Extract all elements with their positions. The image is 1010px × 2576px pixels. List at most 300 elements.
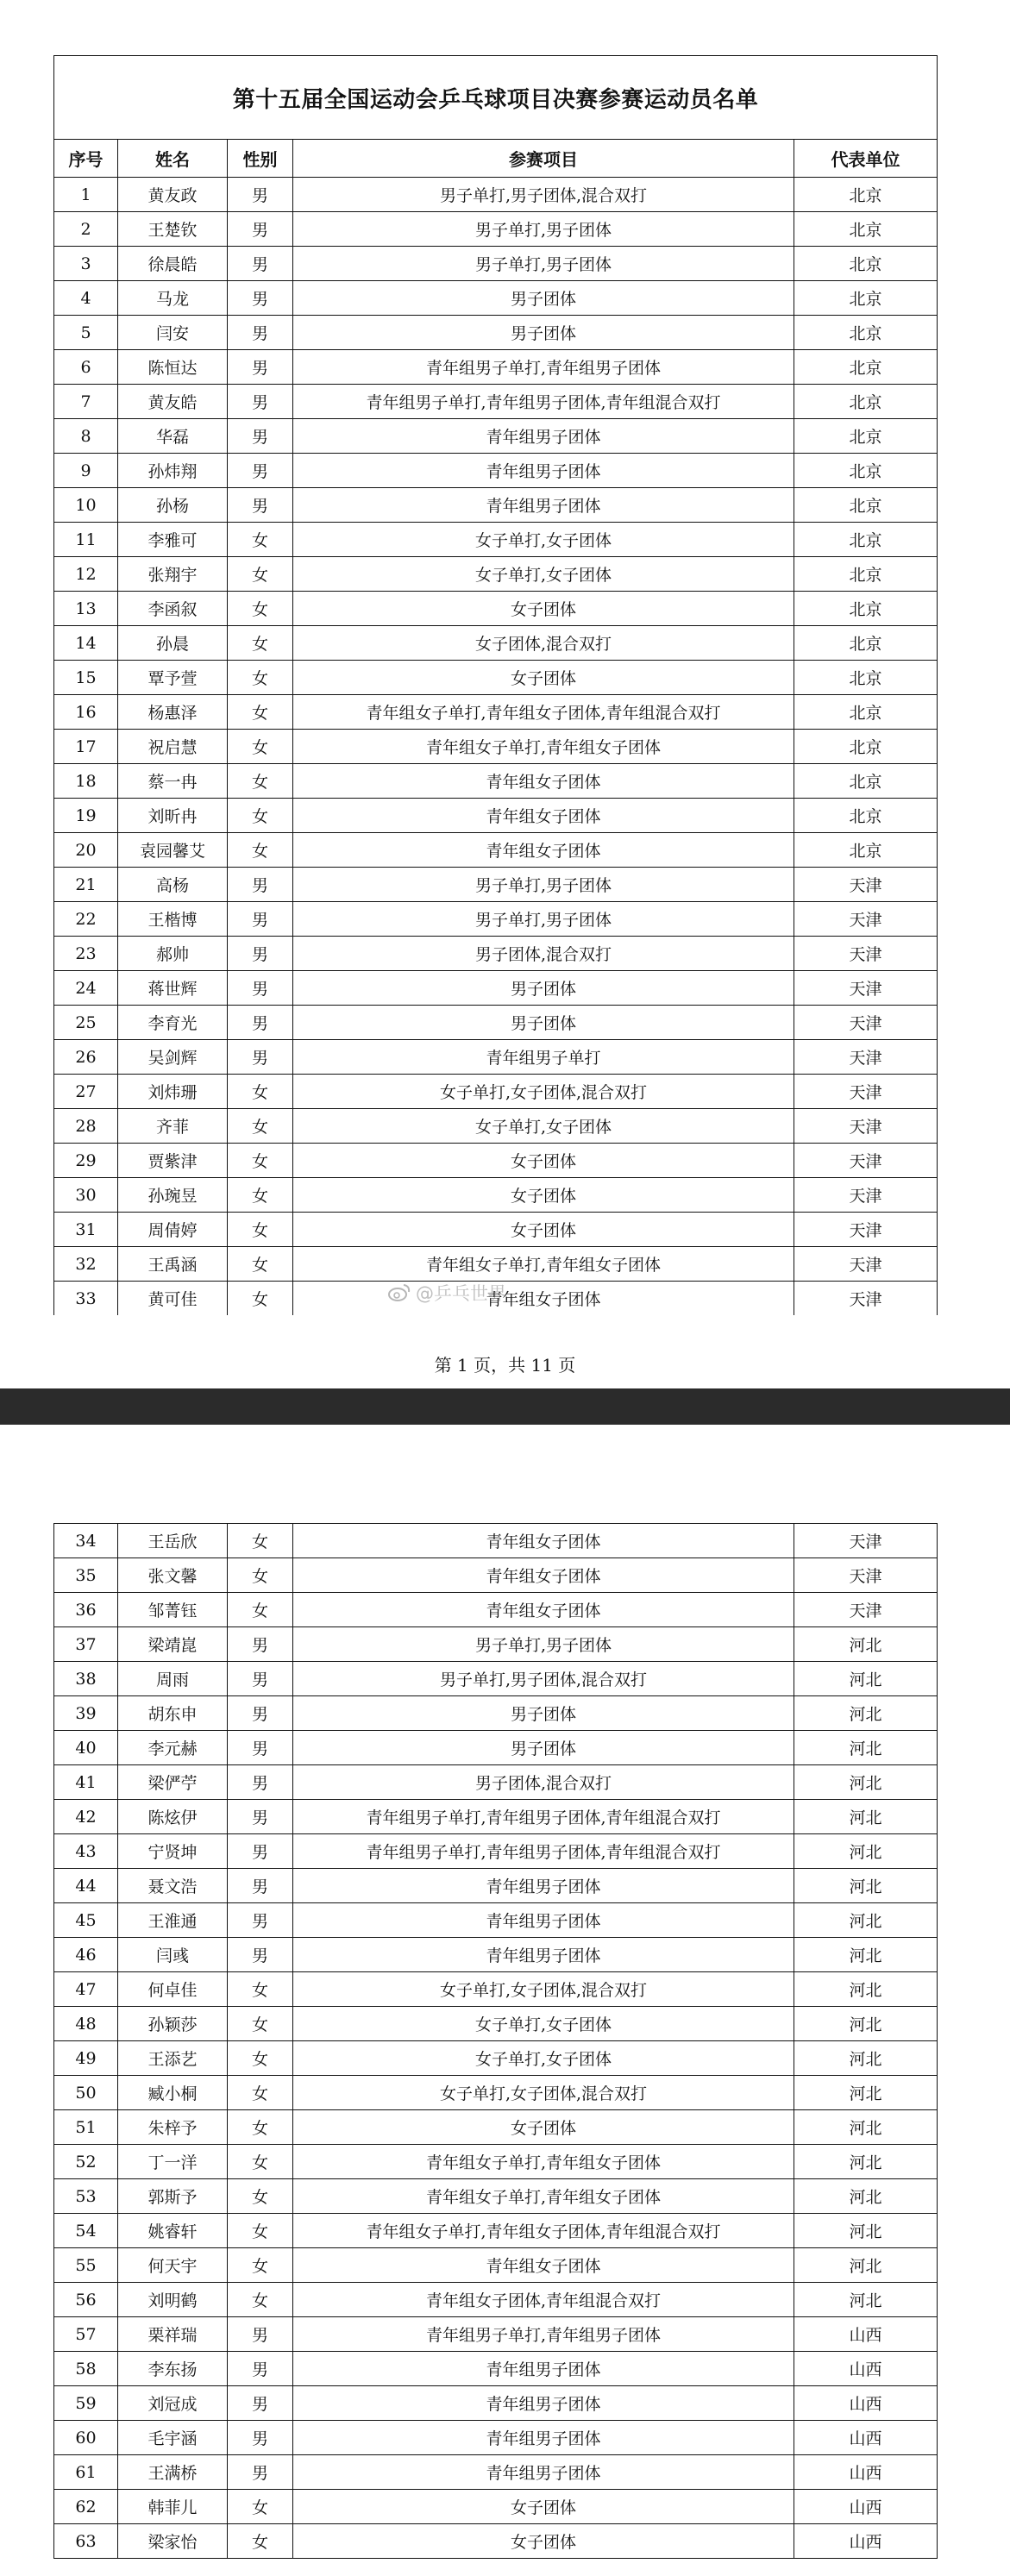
events-cell: 青年组女子团体,青年组混合双打: [293, 2283, 794, 2316]
team-cell: 河北: [849, 2291, 882, 2310]
table-row: [54, 2248, 937, 2283]
gender-cell: 男: [228, 1040, 293, 1074]
table-row: [54, 1178, 937, 1213]
gender-cell: 女: [228, 799, 293, 832]
table-body-page-2: [54, 1524, 937, 2559]
gender-cell: 男: [228, 1006, 293, 1039]
athlete-name-cell: 刘炜珊: [118, 1075, 228, 1108]
events-cell: 青年组女子单打,青年组女子团体,青年组混合双打: [293, 695, 794, 729]
table-row: [54, 2386, 937, 2421]
team-cell: 河北: [849, 1946, 882, 1965]
table-row: [54, 1765, 937, 1800]
gender-cell: 女: [228, 1178, 293, 1212]
athlete-name-cell: 胡东申: [118, 1696, 228, 1730]
events-cell: 男子团体: [293, 1696, 794, 1730]
row-number-cell: 8: [54, 419, 118, 453]
athlete-name-cell: 孙晨: [118, 626, 228, 660]
gender-cell: 女: [228, 695, 293, 729]
table-row: [54, 1524, 937, 1558]
row-number-cell: 17: [54, 730, 118, 763]
gender-cell: 女: [228, 2041, 293, 2075]
athlete-name-cell: 栗祥瑞: [118, 2317, 228, 2351]
athlete-name-cell: 刘昕冉: [118, 799, 228, 832]
athlete-name-cell: 高杨: [118, 868, 228, 901]
row-number-cell: 25: [54, 1006, 118, 1039]
athlete-name-cell: 孙颖莎: [118, 2007, 228, 2040]
events-cell: 男子单打,男子团体,混合双打: [293, 178, 794, 211]
table-row: [54, 1006, 937, 1040]
athlete-name-cell: 王楷博: [118, 902, 228, 936]
row-number-cell: 19: [54, 799, 118, 832]
team-cell: 河北: [849, 2153, 882, 2172]
row-number-cell: 55: [54, 2248, 118, 2282]
events-cell: 男子团体: [293, 1731, 794, 1764]
events-cell: 女子团体: [293, 1213, 794, 1246]
row-number-cell: 62: [54, 2490, 118, 2523]
gender-cell: 女: [228, 1282, 293, 1315]
team-cell: 北京: [849, 462, 882, 481]
team-cell: 河北: [849, 1774, 882, 1793]
row-number-cell: 7: [54, 385, 118, 418]
page-separator: [0, 1388, 1010, 1425]
gender-cell: 女: [228, 1109, 293, 1143]
table-row: [54, 730, 937, 764]
table-row: [54, 1144, 937, 1178]
events-cell: 青年组女子单打,青年组女子团体,青年组混合双打: [293, 2214, 794, 2247]
table-row: [54, 1213, 937, 1247]
row-number-cell: 4: [54, 281, 118, 315]
events-cell: 青年组女子单打,青年组女子团体: [293, 2145, 794, 2178]
events-cell: 青年组男子单打,青年组男子团体: [293, 2317, 794, 2351]
athlete-name-cell: 郭斯予: [118, 2179, 228, 2213]
athlete-name-cell: 郝帅: [118, 937, 228, 970]
gender-cell: 女: [228, 592, 293, 625]
team-cell: 河北: [849, 1636, 882, 1655]
row-number-cell: 50: [54, 2076, 118, 2109]
gender-cell: 女: [228, 1075, 293, 1108]
team-cell: 河北: [849, 2188, 882, 2207]
athlete-name-cell: 宁贤坤: [118, 1834, 228, 1868]
athlete-name-cell: 蔡一冉: [118, 764, 228, 798]
events-cell: 青年组女子单打,青年组女子团体: [293, 2179, 794, 2213]
table-row: [54, 1903, 937, 1938]
events-cell: 青年组女子团体: [293, 1282, 794, 1315]
team-cell: 北京: [849, 600, 882, 619]
row-number-cell: 46: [54, 1938, 118, 1971]
table-row: [54, 178, 937, 212]
team-cell: 天津: [849, 1118, 882, 1137]
events-cell: 女子团体: [293, 2524, 794, 2558]
table-row: [54, 1627, 937, 1662]
team-cell: 北京: [849, 290, 882, 309]
events-cell: 青年组男子单打,青年组男子团体,青年组混合双打: [293, 1834, 794, 1868]
events-cell: 青年组男子单打,青年组男子团体,青年组混合双打: [293, 1800, 794, 1833]
athlete-name-cell: 李育光: [118, 1006, 228, 1039]
table-row: [54, 523, 937, 557]
athlete-name-cell: 王淮通: [118, 1903, 228, 1937]
table-row: [54, 1938, 937, 1972]
gender-cell: 男: [228, 178, 293, 211]
events-cell: 青年组男子单打,青年组男子团体,青年组混合双打: [293, 385, 794, 418]
athlete-name-cell: 何天宇: [118, 2248, 228, 2282]
events-cell: 女子团体: [293, 2490, 794, 2523]
events-cell: 男子团体,混合双打: [293, 937, 794, 970]
row-number-cell: 3: [54, 247, 118, 280]
athlete-name-cell: 杨惠泽: [118, 695, 228, 729]
team-cell: 天津: [849, 1083, 882, 1102]
gender-cell: 女: [228, 730, 293, 763]
table-row: [54, 1593, 937, 1627]
row-number-cell: 44: [54, 1869, 118, 1902]
athlete-name-cell: 臧小桐: [118, 2076, 228, 2109]
row-number-cell: 11: [54, 523, 118, 556]
table-row: [54, 1662, 937, 1696]
events-cell: 女子单打,女子团体: [293, 2041, 794, 2075]
team-cell: 北京: [849, 531, 882, 550]
table-row: [54, 1800, 937, 1834]
gender-cell: 男: [228, 937, 293, 970]
athlete-name-cell: 闫安: [118, 316, 228, 349]
athlete-name-cell: 何卓佳: [118, 1972, 228, 2006]
gender-cell: 女: [228, 2145, 293, 2178]
table-row: [54, 1247, 937, 1282]
gender-cell: 女: [228, 523, 293, 556]
events-cell: 女子单打,女子团体,混合双打: [293, 2076, 794, 2109]
table-row: [54, 316, 937, 350]
events-cell: 青年组男子团体: [293, 2421, 794, 2454]
table-row: [54, 971, 937, 1006]
row-number-cell: 21: [54, 868, 118, 901]
team-cell: 北京: [849, 255, 882, 274]
gender-cell: 男: [228, 2386, 293, 2420]
gender-cell: 女: [228, 1524, 293, 1558]
athlete-name-cell: 周雨: [118, 1662, 228, 1695]
events-cell: 青年组男子单打,青年组男子团体: [293, 350, 794, 384]
team-cell: 天津: [849, 1014, 882, 1033]
gender-cell: 男: [228, 902, 293, 936]
athlete-name-cell: 贾紫津: [118, 1144, 228, 1177]
events-cell: 男子团体: [293, 281, 794, 315]
row-number-cell: 40: [54, 1731, 118, 1764]
row-number-cell: 61: [54, 2455, 118, 2489]
team-cell: 山西: [849, 2533, 882, 2552]
gender-cell: 男: [228, 350, 293, 384]
athlete-name-cell: 祝启慧: [118, 730, 228, 763]
events-cell: 女子单打,女子团体,混合双打: [293, 1972, 794, 2006]
athlete-name-cell: 闫彧: [118, 1938, 228, 1971]
gender-cell: 女: [228, 626, 293, 660]
athlete-name-cell: 刘冠成: [118, 2386, 228, 2420]
athlete-name-cell: 马龙: [118, 281, 228, 315]
events-cell: 女子团体: [293, 1178, 794, 1212]
events-cell: 女子单打,女子团体,混合双打: [293, 1075, 794, 1108]
table-row: [54, 2421, 937, 2455]
row-number-cell: 53: [54, 2179, 118, 2213]
athlete-name-cell: 齐菲: [118, 1109, 228, 1143]
gender-cell: 女: [228, 2248, 293, 2282]
team-cell: 河北: [849, 1981, 882, 2000]
events-cell: 男子单打,男子团体: [293, 247, 794, 280]
row-number-cell: 47: [54, 1972, 118, 2006]
team-cell: 河北: [849, 2222, 882, 2241]
row-number-cell: 29: [54, 1144, 118, 1177]
gender-cell: 女: [228, 1558, 293, 1592]
weibo-icon: [388, 1283, 411, 1302]
gender-cell: 男: [228, 971, 293, 1005]
team-cell: 河北: [849, 2015, 882, 2034]
athlete-name-cell: 李雅可: [118, 523, 228, 556]
row-number-cell: 30: [54, 1178, 118, 1212]
row-number-cell: 22: [54, 902, 118, 936]
team-cell: 北京: [849, 428, 882, 447]
row-number-cell: 42: [54, 1800, 118, 1833]
row-number-cell: 26: [54, 1040, 118, 1074]
athlete-name-cell: 孙杨: [118, 488, 228, 522]
events-cell: 女子单打,女子团体: [293, 1109, 794, 1143]
athlete-name-cell: 梁家怡: [118, 2524, 228, 2558]
table-row: [54, 454, 937, 488]
team-cell: 天津: [849, 1187, 882, 1206]
gender-cell: 男: [228, 2317, 293, 2351]
page-footer: 第 1 页，共 11 页: [434, 1355, 576, 1376]
events-cell: 男子团体,混合双打: [293, 1765, 794, 1799]
row-number-cell: 57: [54, 2317, 118, 2351]
row-number-cell: 39: [54, 1696, 118, 1730]
document-title: 第十五届全国运动会乒乓球项目决赛参赛运动员名单: [54, 56, 937, 140]
table-row: [54, 2524, 937, 2559]
events-cell: 男子单打,男子团体: [293, 902, 794, 936]
row-number-cell: 5: [54, 316, 118, 349]
table-row: [54, 2179, 937, 2214]
team-cell: 河北: [849, 2257, 882, 2276]
events-cell: 青年组男子团体: [293, 2386, 794, 2420]
events-cell: 女子团体: [293, 1144, 794, 1177]
table-row: [54, 281, 937, 316]
athlete-name-cell: 袁园馨艾: [118, 833, 228, 867]
team-cell: 天津: [849, 1567, 882, 1586]
row-number-cell: 33: [54, 1282, 118, 1315]
team-cell: 天津: [849, 911, 882, 930]
team-cell: 河北: [849, 1739, 882, 1758]
team-cell: 天津: [849, 876, 882, 895]
team-cell: 河北: [849, 2050, 882, 2069]
events-cell: 青年组女子团体: [293, 799, 794, 832]
table-header-row: [54, 140, 937, 178]
gender-cell: 女: [228, 661, 293, 694]
athlete-name-cell: 华磊: [118, 419, 228, 453]
team-cell: 河北: [849, 2119, 882, 2138]
team-cell: 北京: [849, 738, 882, 757]
row-number-cell: 28: [54, 1109, 118, 1143]
row-number-cell: 1: [54, 178, 118, 211]
athlete-name-cell: 王楚钦: [118, 212, 228, 246]
athlete-name-cell: 蒋世辉: [118, 971, 228, 1005]
events-cell: 女子团体,混合双打: [293, 626, 794, 660]
events-cell: 女子团体: [293, 592, 794, 625]
team-cell: 北京: [849, 186, 882, 205]
events-cell: 男子单打,男子团体,混合双打: [293, 1662, 794, 1695]
table-body-page-1: [54, 178, 937, 1315]
gender-cell: 男: [228, 1731, 293, 1764]
team-cell: 山西: [849, 2326, 882, 2345]
athlete-name-cell: 毛宇涵: [118, 2421, 228, 2454]
gender-cell: 男: [228, 1627, 293, 1661]
gender-cell: 男: [228, 1903, 293, 1937]
table-row: [54, 1696, 937, 1731]
gender-cell: 男: [228, 1800, 293, 1833]
events-cell: 青年组女子团体: [293, 1593, 794, 1626]
table-row: [54, 2455, 937, 2490]
table-row: [54, 2317, 937, 2352]
events-cell: 青年组男子团体: [293, 1869, 794, 1902]
table-row: [54, 350, 937, 385]
table-row: [54, 868, 937, 902]
team-cell: 北京: [849, 359, 882, 378]
events-cell: 女子单打,女子团体: [293, 523, 794, 556]
team-cell: 天津: [849, 980, 882, 999]
team-cell: 天津: [849, 945, 882, 964]
table-row: [54, 2490, 937, 2524]
events-cell: 男子团体: [293, 1006, 794, 1039]
row-number-cell: 38: [54, 1662, 118, 1695]
gender-cell: 男: [228, 454, 293, 487]
events-cell: 男子单打,男子团体: [293, 212, 794, 246]
team-cell: 河北: [849, 1877, 882, 1896]
gender-cell: 女: [228, 1247, 293, 1281]
events-cell: 男子团体: [293, 316, 794, 349]
athlete-name-cell: 韩菲儿: [118, 2490, 228, 2523]
gender-cell: 男: [228, 1938, 293, 1971]
events-cell: 青年组女子单打,青年组女子团体: [293, 1247, 794, 1281]
row-number-cell: 45: [54, 1903, 118, 1937]
table-row: [54, 247, 937, 281]
row-number-cell: 43: [54, 1834, 118, 1868]
team-cell: 北京: [849, 807, 882, 826]
team-cell: 北京: [849, 221, 882, 240]
gender-cell: 男: [228, 212, 293, 246]
athlete-name-cell: 李函叙: [118, 592, 228, 625]
athlete-name-cell: 刘明鹤: [118, 2283, 228, 2316]
gender-cell: 女: [228, 2214, 293, 2247]
team-cell: 北京: [849, 393, 882, 412]
athlete-name-cell: 陈炫伊: [118, 1800, 228, 1833]
athlete-name-cell: 陈恒达: [118, 350, 228, 384]
row-number-cell: 32: [54, 1247, 118, 1281]
row-number-cell: 52: [54, 2145, 118, 2178]
header-events: 参赛项目: [293, 140, 794, 177]
events-cell: 女子团体: [293, 661, 794, 694]
table-row: [54, 2007, 937, 2041]
gender-cell: 男: [228, 1834, 293, 1868]
table-row: [54, 1109, 937, 1144]
team-cell: 北京: [849, 324, 882, 343]
table-row: [54, 764, 937, 799]
table-row: [54, 212, 937, 247]
athlete-name-cell: 梁靖崑: [118, 1627, 228, 1661]
table-row: [54, 799, 937, 833]
row-number-cell: 16: [54, 695, 118, 729]
athlete-name-cell: 丁一洋: [118, 2145, 228, 2178]
gender-cell: 男: [228, 247, 293, 280]
team-cell: 北京: [849, 704, 882, 723]
row-number-cell: 24: [54, 971, 118, 1005]
gender-cell: 女: [228, 2524, 293, 2558]
gender-cell: 女: [228, 2283, 293, 2316]
gender-cell: 男: [228, 316, 293, 349]
athlete-name-cell: 吴剑辉: [118, 1040, 228, 1074]
roster-table-page-2: [53, 1523, 938, 2559]
team-cell: 北京: [849, 497, 882, 516]
team-cell: 天津: [849, 1290, 882, 1309]
table-row: [54, 1731, 937, 1765]
table-row: [54, 557, 937, 592]
team-cell: 山西: [849, 2395, 882, 2414]
row-number-cell: 41: [54, 1765, 118, 1799]
table-row: [54, 1869, 937, 1903]
gender-cell: 女: [228, 557, 293, 591]
athlete-name-cell: 孙琬昱: [118, 1178, 228, 1212]
table-row: [54, 833, 937, 868]
gender-cell: 女: [228, 2490, 293, 2523]
team-cell: 北京: [849, 773, 882, 792]
row-number-cell: 2: [54, 212, 118, 246]
row-number-cell: 37: [54, 1627, 118, 1661]
gender-cell: 男: [228, 488, 293, 522]
athlete-name-cell: 聂文浩: [118, 1869, 228, 1902]
events-cell: 青年组男子团体: [293, 488, 794, 522]
table-row: [54, 592, 937, 626]
gender-cell: 女: [228, 1593, 293, 1626]
team-cell: 山西: [849, 2429, 882, 2448]
events-cell: 青年组女子团体: [293, 2248, 794, 2282]
row-number-cell: 6: [54, 350, 118, 384]
row-number-cell: 18: [54, 764, 118, 798]
events-cell: 男子团体: [293, 971, 794, 1005]
events-cell: 青年组男子团体: [293, 2352, 794, 2385]
gender-cell: 女: [228, 2007, 293, 2040]
row-number-cell: 63: [54, 2524, 118, 2558]
team-cell: 河北: [849, 1912, 882, 1931]
table-row: [54, 1040, 937, 1075]
table-row: [54, 2041, 937, 2076]
table-row: [54, 2214, 937, 2248]
team-cell: 天津: [849, 1221, 882, 1240]
gender-cell: 男: [228, 419, 293, 453]
row-number-cell: 31: [54, 1213, 118, 1246]
weibo-watermark: [388, 1280, 506, 1306]
table-row: [54, 902, 937, 937]
table-row: [54, 1558, 937, 1593]
athlete-name-cell: 张翔宇: [118, 557, 228, 591]
gender-cell: 男: [228, 2421, 293, 2454]
events-cell: 女子团体: [293, 2110, 794, 2144]
team-cell: 天津: [849, 1256, 882, 1275]
events-cell: 男子单打,男子团体: [293, 868, 794, 901]
events-cell: 女子单打,女子团体: [293, 557, 794, 591]
row-number-cell: 23: [54, 937, 118, 970]
events-cell: 青年组男子团体: [293, 1938, 794, 1971]
athlete-name-cell: 孙炜翔: [118, 454, 228, 487]
athlete-name-cell: 黄友政: [118, 178, 228, 211]
gender-cell: 男: [228, 1696, 293, 1730]
row-number-cell: 59: [54, 2386, 118, 2420]
gender-cell: 女: [228, 764, 293, 798]
gender-cell: 男: [228, 868, 293, 901]
gender-cell: 女: [228, 833, 293, 867]
team-cell: 河北: [849, 1843, 882, 1862]
header-name: 姓名: [118, 140, 228, 177]
row-number-cell: 35: [54, 1558, 118, 1592]
